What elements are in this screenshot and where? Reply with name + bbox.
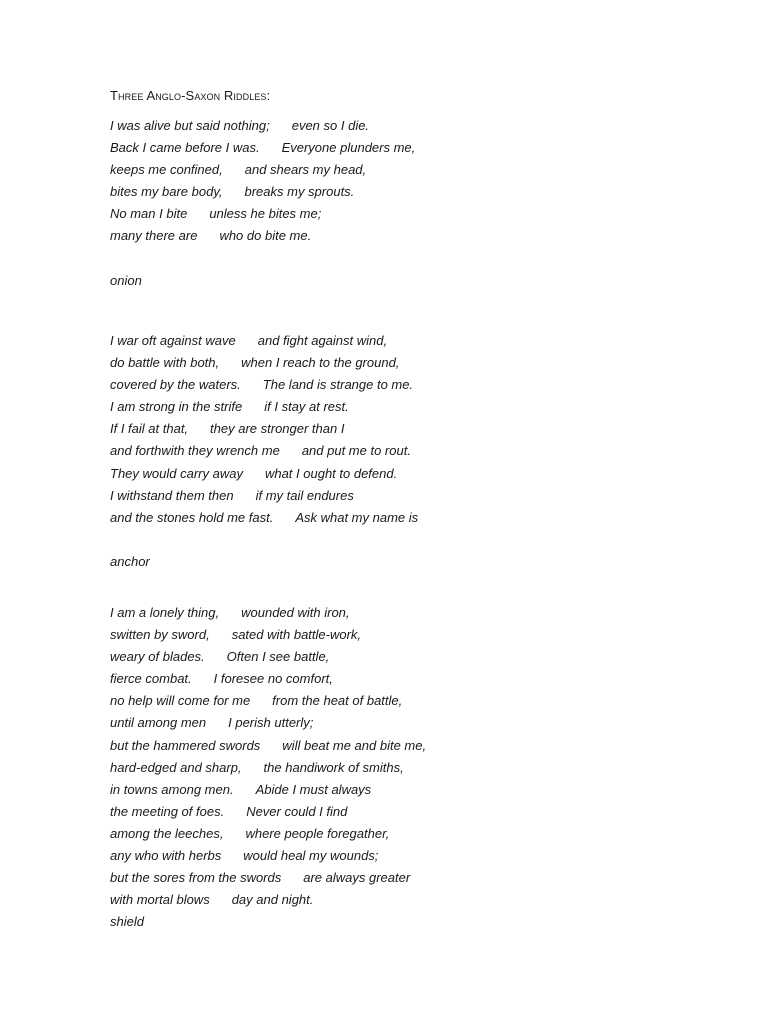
verse-second-half: day and night. [231,892,314,908]
verse-second-half: even so I die. [291,118,370,133]
verse-line [110,485,418,507]
verse-line [110,757,426,779]
verse-first-half: and the stones hold me fast. [110,509,274,525]
verse-first-half: Back I came before I was. [110,140,260,156]
verse-line [110,801,426,823]
verse-line [110,396,418,418]
verse-first-half: in towns among men. [110,781,234,797]
verse-first-half: I was alive but said nothing; [110,118,270,133]
verse-line [110,867,426,889]
verse-second-half: The land is strange to me. [262,377,414,393]
verse-line [110,137,415,159]
riddle-answer: anchor [110,553,150,569]
verse-first-half: fierce combat. [110,671,192,687]
verse-line [110,779,426,801]
verse-first-half: No man I bite [110,206,188,222]
verse-second-half: who do bite me. [219,228,312,244]
verse-second-half: Never could I find [246,803,348,819]
verse-line [110,374,418,396]
verse-first-half: If I fail at that, [110,421,189,437]
verse-line [110,225,415,247]
verse-second-half: when I reach to the ground, [241,355,400,371]
verse-first-half: the meeting of foes. [110,803,225,819]
verse-line [110,646,426,668]
verse-second-half: Everyone plunders me, [281,140,416,156]
verse-second-half: breaks my sprouts. [244,184,355,200]
document-page [110,87,730,930]
verse-first-half: hard-edged and sharp, [110,759,242,775]
verse-line [110,181,415,203]
verse-line [110,418,418,440]
verse-second-half: Abide I must always [255,781,372,797]
verse-first-half: bites my bare body, [110,184,223,200]
verse-second-half: they are stronger than I [210,421,345,437]
verse-line [110,668,426,690]
verse-line [110,712,426,734]
verse-line [110,690,426,712]
verse-second-half: from the heat of battle, [272,693,403,709]
verse-first-half: covered by the waters. [110,377,241,393]
verse-line [110,440,418,462]
verse-second-half: unless he bites me; [209,206,322,222]
document-title: Three Anglo-Saxon Riddles: [110,88,271,103]
verse-second-half: wounded with iron, [241,605,350,620]
verse-second-half: I foresee no comfort, [213,671,333,687]
verse-line [110,823,426,845]
verse-line [110,735,426,757]
verse-second-half: the handiwork of smiths, [263,759,404,775]
verse-line [110,602,426,624]
verse-first-half: I am strong in the strife [110,399,243,415]
verse-first-half: among the leeches, [110,825,224,841]
verse-first-half: switten by sword, [110,627,210,643]
verse-first-half: with mortal blows [110,892,210,908]
verse-second-half: sated with battle-work, [231,627,362,643]
verse-second-half: Often I see battle, [226,649,330,665]
verse-line [110,203,415,225]
verse-first-half: I am a lonely thing, [110,605,220,620]
verse-first-half: I war oft against wave [110,333,236,348]
riddle-text [110,115,415,248]
verse-line [110,845,426,867]
verse-line [110,352,418,374]
riddle-text [110,330,418,529]
verse-first-half: do battle with both, [110,355,220,371]
verse-line [110,507,418,529]
verse-second-half: I perish utterly; [228,715,314,731]
verse-first-half: no help will come for me [110,693,251,709]
riddle-3 [110,602,426,933]
verse-first-half: and forthwith they wrench me [110,443,280,459]
verse-second-half: will beat me and bite me, [282,737,427,753]
verse-first-half: until among men [110,715,207,731]
verse-second-half: Ask what my name is [295,509,419,525]
verse-second-half: are always greater [303,870,411,886]
verse-second-half: where people foregather, [245,825,390,841]
verse-first-half: many there are [110,228,198,244]
verse-first-half: They would carry away [110,465,243,481]
verse-first-half: any who with herbs [110,848,222,864]
verse-first-half: I withstand them then [110,487,234,503]
verse-second-half: and put me to rout. [301,443,411,459]
riddle-text [110,602,426,911]
verse-second-half: would heal my wounds; [243,848,379,864]
verse-first-half: but the sores from the swords [110,870,282,886]
verse-first-half: but the hammered swords [110,737,261,753]
verse-line [110,115,415,137]
verse-second-half: if I stay at rest. [264,399,349,415]
verse-line [110,889,426,911]
verse-line [110,330,418,352]
verse-second-half: and shears my head, [244,162,367,178]
verse-first-half: weary of blades. [110,649,205,665]
riddle-answer: shield [110,914,144,930]
riddle-answer: onion [110,272,142,288]
verse-second-half: what I ought to defend. [264,465,398,481]
verse-second-half: if my tail endures [255,487,354,503]
verse-second-half: and fight against wind, [257,333,388,348]
verse-first-half: keeps me confined, [110,162,223,178]
riddle-1 [110,115,415,292]
verse-line [110,159,415,181]
verse-line [110,624,426,646]
verse-line [110,463,418,485]
riddle-2 [110,330,418,573]
